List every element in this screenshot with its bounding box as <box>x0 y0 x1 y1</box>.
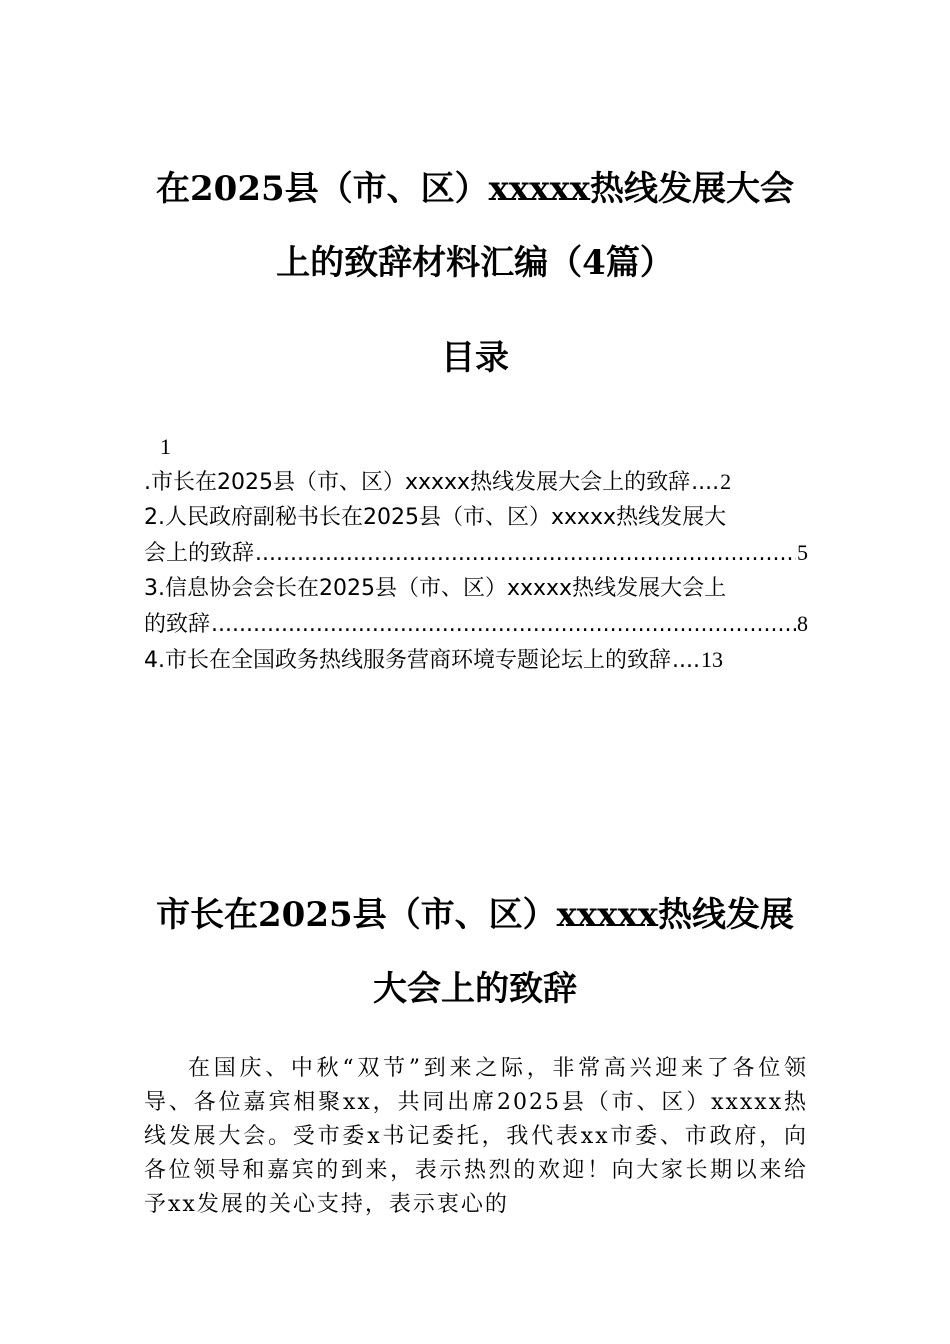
toc-heading: 目录 <box>441 338 509 378</box>
document-title-line-1: 在2025县（市、区）xxxxx热线发展大会 <box>156 169 794 209</box>
document-title <box>0 152 950 300</box>
section-title <box>0 878 950 1026</box>
section-title-line-1: 市长在2025县（市、区）xxxxx热线发展 <box>156 895 794 935</box>
toc-item-1-number: 1 <box>160 434 171 459</box>
toc-item-2-text-line-2: 会上的致辞 <box>144 541 255 566</box>
document-title-line-2: 上的致辞材料汇编（4篇） <box>276 243 674 283</box>
toc-item-2-leader <box>255 536 796 571</box>
toc-item-4-leader: .... <box>672 648 700 673</box>
toc-item-4[interactable] <box>144 642 808 678</box>
section-title-line-2: 大会上的致辞 <box>373 969 577 1009</box>
toc-item-4-page: 13 <box>700 647 723 672</box>
table-of-contents <box>144 430 808 678</box>
toc-item-3[interactable] <box>144 571 808 642</box>
toc-item-1[interactable] <box>144 464 808 500</box>
body-paragraph: 在国庆、中秋“双节”到来之际，非常高兴迎来了各位领导、各位嘉宾相聚xx，共同出席2025县（市、区）xxxxx热线发展大会。受市委x书记委托，我代表xx市委、市政府，向各位领导和嘉宾的到来，表示热烈的欢迎！向大家长期以来给予xx发展的关心支持，表示衷心的 <box>144 1056 808 1217</box>
toc-item-2[interactable] <box>144 500 808 571</box>
toc-item-3-page: 8 <box>797 611 808 636</box>
toc-item-1-leader: .... <box>691 470 720 495</box>
toc-item-3-leader <box>211 607 796 642</box>
toc-item-4-text: 4.市长在全国政务热线服务营商环境专题论坛上的致辞 <box>144 648 671 673</box>
toc-item-2-page: 5 <box>797 540 808 565</box>
toc-item-3-text-line-2: 的致辞 <box>144 612 211 637</box>
toc-item-1-text: .市长在2025县（市、区）xxxxx热线发展大会上的致辞 <box>144 470 691 495</box>
toc-item-1-page: 2 <box>720 469 732 494</box>
toc-item-3-text-line-1: 3.信息协会会长在2025县（市、区）xxxxx热线发展大会上 <box>144 576 727 601</box>
toc-item-2-text-line-1: 2.人民政府副秘书长在2025县（市、区）xxxxx热线发展大 <box>144 505 727 530</box>
